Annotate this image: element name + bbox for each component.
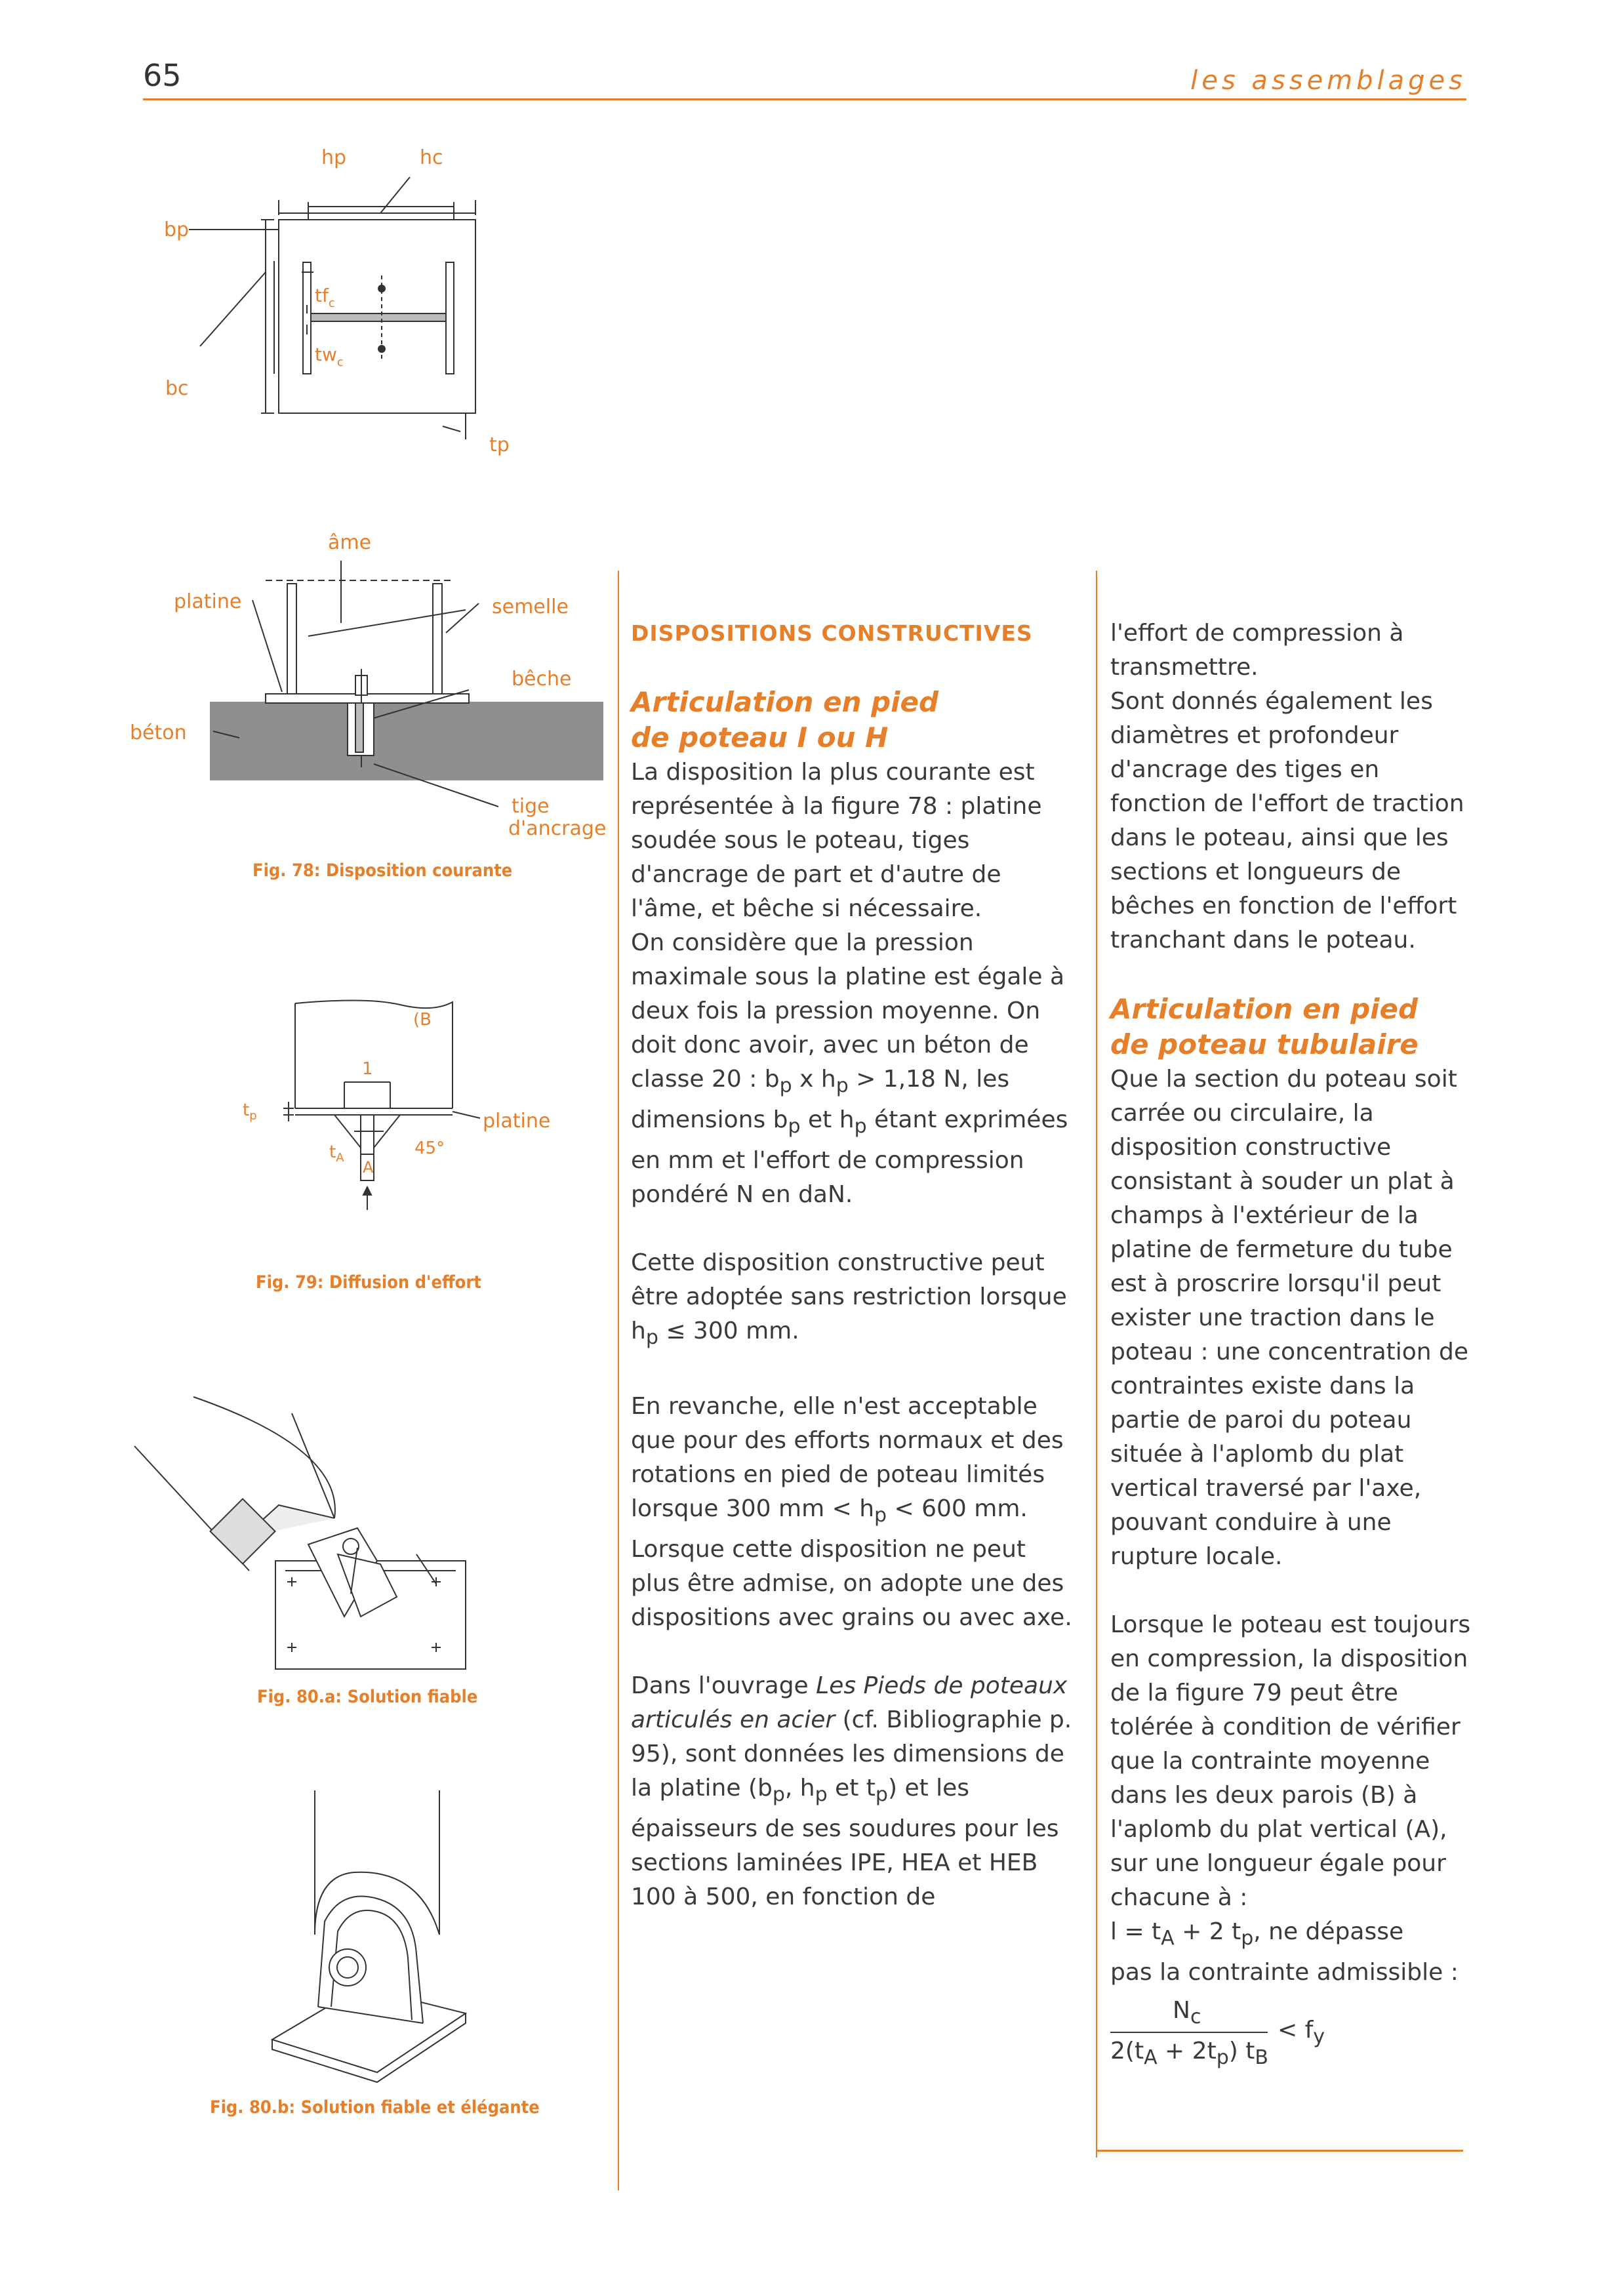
column-end-rule xyxy=(1096,2150,1463,2152)
fig-80b-drawing xyxy=(262,1790,472,2085)
fraction-bar xyxy=(1110,2032,1268,2033)
label-one: 1 xyxy=(362,1059,373,1079)
subhead-1-line-2: de poteau I ou H xyxy=(631,721,889,754)
section-diagram xyxy=(151,138,518,459)
subhead-2-line-1: Articulation en pied xyxy=(1110,993,1419,1025)
column-rule-left xyxy=(618,571,619,2190)
formula-rhs: < $f_y$ xyxy=(1278,2017,1325,2049)
label-B: (B xyxy=(413,1010,432,1030)
fig-80b-diagram xyxy=(262,1790,472,2085)
section-drawing xyxy=(151,138,518,459)
text-column-3 xyxy=(1110,616,1474,2072)
paragraph-8: Que la section du poteau soit carrée ou circulaire, la disposition constructive consistant à souder un plat à champs à l'extérieur de la platine de fermeture du tube est à proscrire lorsqu'il peut exister une traction dans le poteau : une concentration de contraintes existe dans la partie de paroi du poteau située à l'aplomb du plat vertical traversé par l'axe, pouvant conduire à une rupture locale. xyxy=(1110,1066,1469,1570)
label-45deg: 45° xyxy=(414,1138,445,1158)
label-A: A xyxy=(363,1158,374,1177)
paragraph-2: On considère que la pression maximale sous la platine est égale à deux fois la pression moyenne. On doit donc avoir, avec un béton de classe 20 : $b_p$ x $h_p > 1,18$ N, les dimensions $b_p$ et $h_p$ étant exprimées en mm et l'effort de compression pondéré N en daN. xyxy=(631,929,1068,1209)
label-tA: $t_A$ xyxy=(329,1142,344,1165)
label-bc: bc xyxy=(165,377,189,400)
fig-79-drawing xyxy=(236,990,564,1226)
paragraph-7: Sont donnés également les diamètres et profondeur d'ancrage des tiges en fonction de l'effort de traction dans le poteau, ainsi que les sections et longueurs de bêches en fonction de l'effort tranchant dans le poteau. xyxy=(1110,688,1464,954)
label-ame: âme xyxy=(328,531,372,554)
text-column-2 xyxy=(631,616,1077,1948)
label-platine: platine xyxy=(174,590,242,613)
paragraph-4: En revanche, elle n'est acceptable que pour des efforts normaux et des rotations en pied de poteau limités lorsque 300 mm < $h_p < 600$ mm. Lorsque cette disposition ne peut plus être admise, on adopte une des dispositions avec grains ou avec axe. xyxy=(631,1392,1072,1631)
fig-80a-drawing xyxy=(128,1397,495,1685)
paragraph-6: l'effort de compression à transmettre. xyxy=(1110,620,1404,681)
label-bp: bp xyxy=(164,218,190,241)
fig-78-caption: Fig. 78: Disposition courante xyxy=(252,860,513,881)
formula-denominator: $2(t_A + 2t_p)$ $t_B$ xyxy=(1110,2038,1268,2070)
formula-numerator: $N_c$ xyxy=(1173,1997,1201,2029)
paragraph-3: Cette disposition constructive peut être adoptée sans restriction lorsque $h_p \le 300$ mm. xyxy=(631,1249,1067,1350)
column-rule-right xyxy=(1096,571,1097,2158)
section-title: DISPOSITIONS CONSTRUCTIVES xyxy=(631,620,1033,646)
paragraph-5: Dans l'ouvrage Les Pieds de poteaux articulés en acier (cf. Bibliographie p. 95), sont données les dimensions de la platine ($b_p$, $h_p$ et $t_p$) et les épaisseurs de ses soudures pour les sections laminées IPE, HEA et HEB 100 à 500, en fonction de xyxy=(631,1672,1072,1910)
label-beche: bêche xyxy=(512,668,572,691)
label-tp: $t_p$ xyxy=(243,1100,257,1123)
length-equation: $l = t_A + 2$ $t_p$, ne dépasse xyxy=(1110,1918,1404,1950)
subhead-1-line-1: Articulation en pied xyxy=(631,686,939,718)
fig-80a-caption: Fig. 80.a: Solution fiable xyxy=(257,1687,478,1707)
label-semelle: semelle xyxy=(492,595,569,618)
label-tfc: $tf_c$ xyxy=(315,285,335,310)
concrete-block xyxy=(210,702,603,780)
running-title: les assemblages xyxy=(1190,66,1466,96)
label-ancrage: d'ancrage xyxy=(508,817,607,840)
paragraph-1: La disposition la plus courante est représentée à la figure 78 : platine soudée sous le poteau, tiges d'ancrage de part et d'autre de l'âme, et bêche si nécessaire. xyxy=(631,759,1042,922)
label-hc: hc xyxy=(420,146,443,169)
label-tige: tige xyxy=(512,795,550,818)
label-platine-79: platine xyxy=(483,1110,551,1133)
fig-79-caption: Fig. 79: Diffusion d'effort xyxy=(256,1272,481,1293)
page-number: 65 xyxy=(143,58,182,93)
fig-78-diagram xyxy=(125,518,610,859)
label-tp: tp xyxy=(489,433,510,456)
label-hp: hp xyxy=(321,146,347,169)
label-beton: béton xyxy=(130,721,187,744)
fig-79-diagram xyxy=(236,990,564,1226)
fig-80a-diagram xyxy=(128,1397,495,1685)
paragraph-9: Lorsque le poteau est toujours en compression, la disposition de la figure 79 peut être tolérée à condition de vérifier que la contrainte moyenne dans les deux parois (B) à l'aplomb du plat vertical (A), sur une longueur égale pour chacune à : xyxy=(1110,1611,1471,1911)
label-twc: $tw_c$ xyxy=(315,344,344,369)
stress-formula xyxy=(1110,1994,1474,2072)
subhead-2-line-2: de poteau tubulaire xyxy=(1110,1028,1419,1060)
header-rule xyxy=(143,98,1466,100)
paragraph-10: pas la contrainte admissible : xyxy=(1110,1959,1459,1986)
fig-80b-caption: Fig. 80.b: Solution fiable et élégante xyxy=(210,2097,540,2118)
